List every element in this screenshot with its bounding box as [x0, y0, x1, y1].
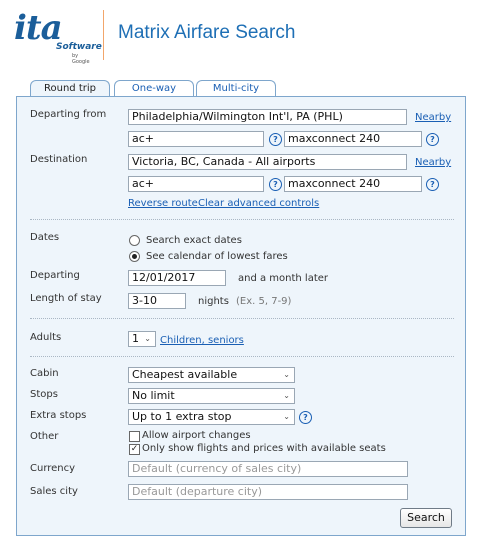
- cabin-select[interactable]: [128, 367, 295, 383]
- nearby-destination-link[interactable]: Nearby: [415, 157, 452, 168]
- currency-label: Currency: [30, 463, 76, 474]
- sales-city-input[interactable]: Default (departure city): [128, 484, 408, 500]
- children-seniors-link[interactable]: Children, seniors: [160, 335, 244, 346]
- help-icon[interactable]: ?: [299, 411, 312, 424]
- cabin-label: Cabin: [30, 368, 59, 379]
- adults-label: Adults: [30, 332, 62, 343]
- clear-advanced-controls-link[interactable]: Clear advanced controls: [198, 198, 320, 209]
- extra-stops-select[interactable]: [128, 409, 295, 425]
- search-exact-dates-label: Search exact dates: [146, 235, 242, 246]
- departing-from-input[interactable]: Philadelphia/Wilmington Int'l, PA (PHL): [128, 109, 407, 125]
- section-divider: [30, 219, 454, 220]
- currency-input[interactable]: Default (currency of sales city): [128, 461, 408, 477]
- departing-from-label: Departing from: [30, 109, 107, 120]
- allow-airport-changes-checkbox[interactable]: [129, 431, 140, 442]
- search-button[interactable]: Search: [400, 508, 452, 528]
- nearby-departing-link[interactable]: Nearby: [415, 112, 452, 123]
- logo-software-text: Software: [56, 42, 102, 52]
- only-available-seats-checkbox[interactable]: ✓: [130, 444, 139, 454]
- destination-connection-input[interactable]: maxconnect 240: [284, 176, 422, 192]
- section-divider: [30, 356, 454, 357]
- help-icon[interactable]: ?: [426, 178, 439, 191]
- reverse-route-link[interactable]: Reverse route: [128, 198, 198, 209]
- sales-city-label: Sales city: [30, 486, 78, 497]
- allow-airport-changes-label: Allow airport changes: [142, 430, 251, 441]
- destination-input[interactable]: Victoria, BC, Canada - All airports: [128, 154, 407, 170]
- search-exact-dates-radio[interactable]: [129, 235, 140, 246]
- header-divider: [103, 10, 104, 60]
- adults-select-value: 1: [132, 332, 139, 345]
- stay-example-hint: (Ex. 5, 7-9): [236, 296, 292, 307]
- dates-label: Dates: [30, 232, 60, 243]
- stops-select-value: No limit: [132, 389, 175, 402]
- extra-stops-select-value: Up to 1 extra stop: [132, 410, 232, 423]
- ita-software-logo: [14, 8, 102, 65]
- help-icon[interactable]: ?: [269, 178, 282, 191]
- only-available-seats-label: Only show flights and prices with available seats: [142, 443, 386, 454]
- help-icon[interactable]: ?: [269, 133, 282, 146]
- stops-select[interactable]: [128, 388, 295, 404]
- departing-carrier-input[interactable]: ac+: [128, 131, 264, 147]
- logo-by-google-text: by Google: [72, 53, 90, 65]
- tab-round-trip[interactable]: Round trip: [30, 80, 110, 98]
- page-title: Matrix Airfare Search: [118, 22, 296, 43]
- extra-stops-label: Extra stops: [30, 410, 87, 421]
- section-divider: [30, 318, 454, 319]
- help-icon[interactable]: ?: [426, 133, 439, 146]
- cabin-select-value: Cheapest available: [132, 368, 238, 381]
- adults-select[interactable]: [128, 331, 156, 347]
- destination-carrier-input[interactable]: ac+: [128, 176, 264, 192]
- departing-date-input[interactable]: 12/01/2017: [128, 270, 226, 286]
- tab-one-way[interactable]: One-way: [114, 80, 194, 97]
- tab-multi-city[interactable]: Multi-city: [196, 80, 276, 97]
- calendar-lowest-fares-radio[interactable]: [129, 251, 140, 262]
- departing-date-suffix: and a month later: [238, 273, 329, 284]
- other-label: Other: [30, 431, 59, 442]
- destination-label: Destination: [30, 154, 88, 165]
- calendar-lowest-fares-label: See calendar of lowest fares: [146, 251, 288, 262]
- departing-date-label: Departing: [30, 270, 80, 281]
- length-of-stay-input[interactable]: 3-10: [128, 293, 186, 309]
- chevron-down-icon: ⌄: [144, 334, 151, 343]
- chevron-down-icon: ⌄: [283, 412, 290, 421]
- length-of-stay-label: Length of stay: [30, 293, 102, 304]
- departing-connection-input[interactable]: maxconnect 240: [284, 131, 422, 147]
- chevron-down-icon: ⌄: [283, 370, 290, 379]
- chevron-down-icon: ⌄: [283, 391, 290, 400]
- nights-label: nights: [198, 296, 229, 307]
- logo-ita-text: ita: [14, 8, 62, 48]
- stops-label: Stops: [30, 389, 58, 400]
